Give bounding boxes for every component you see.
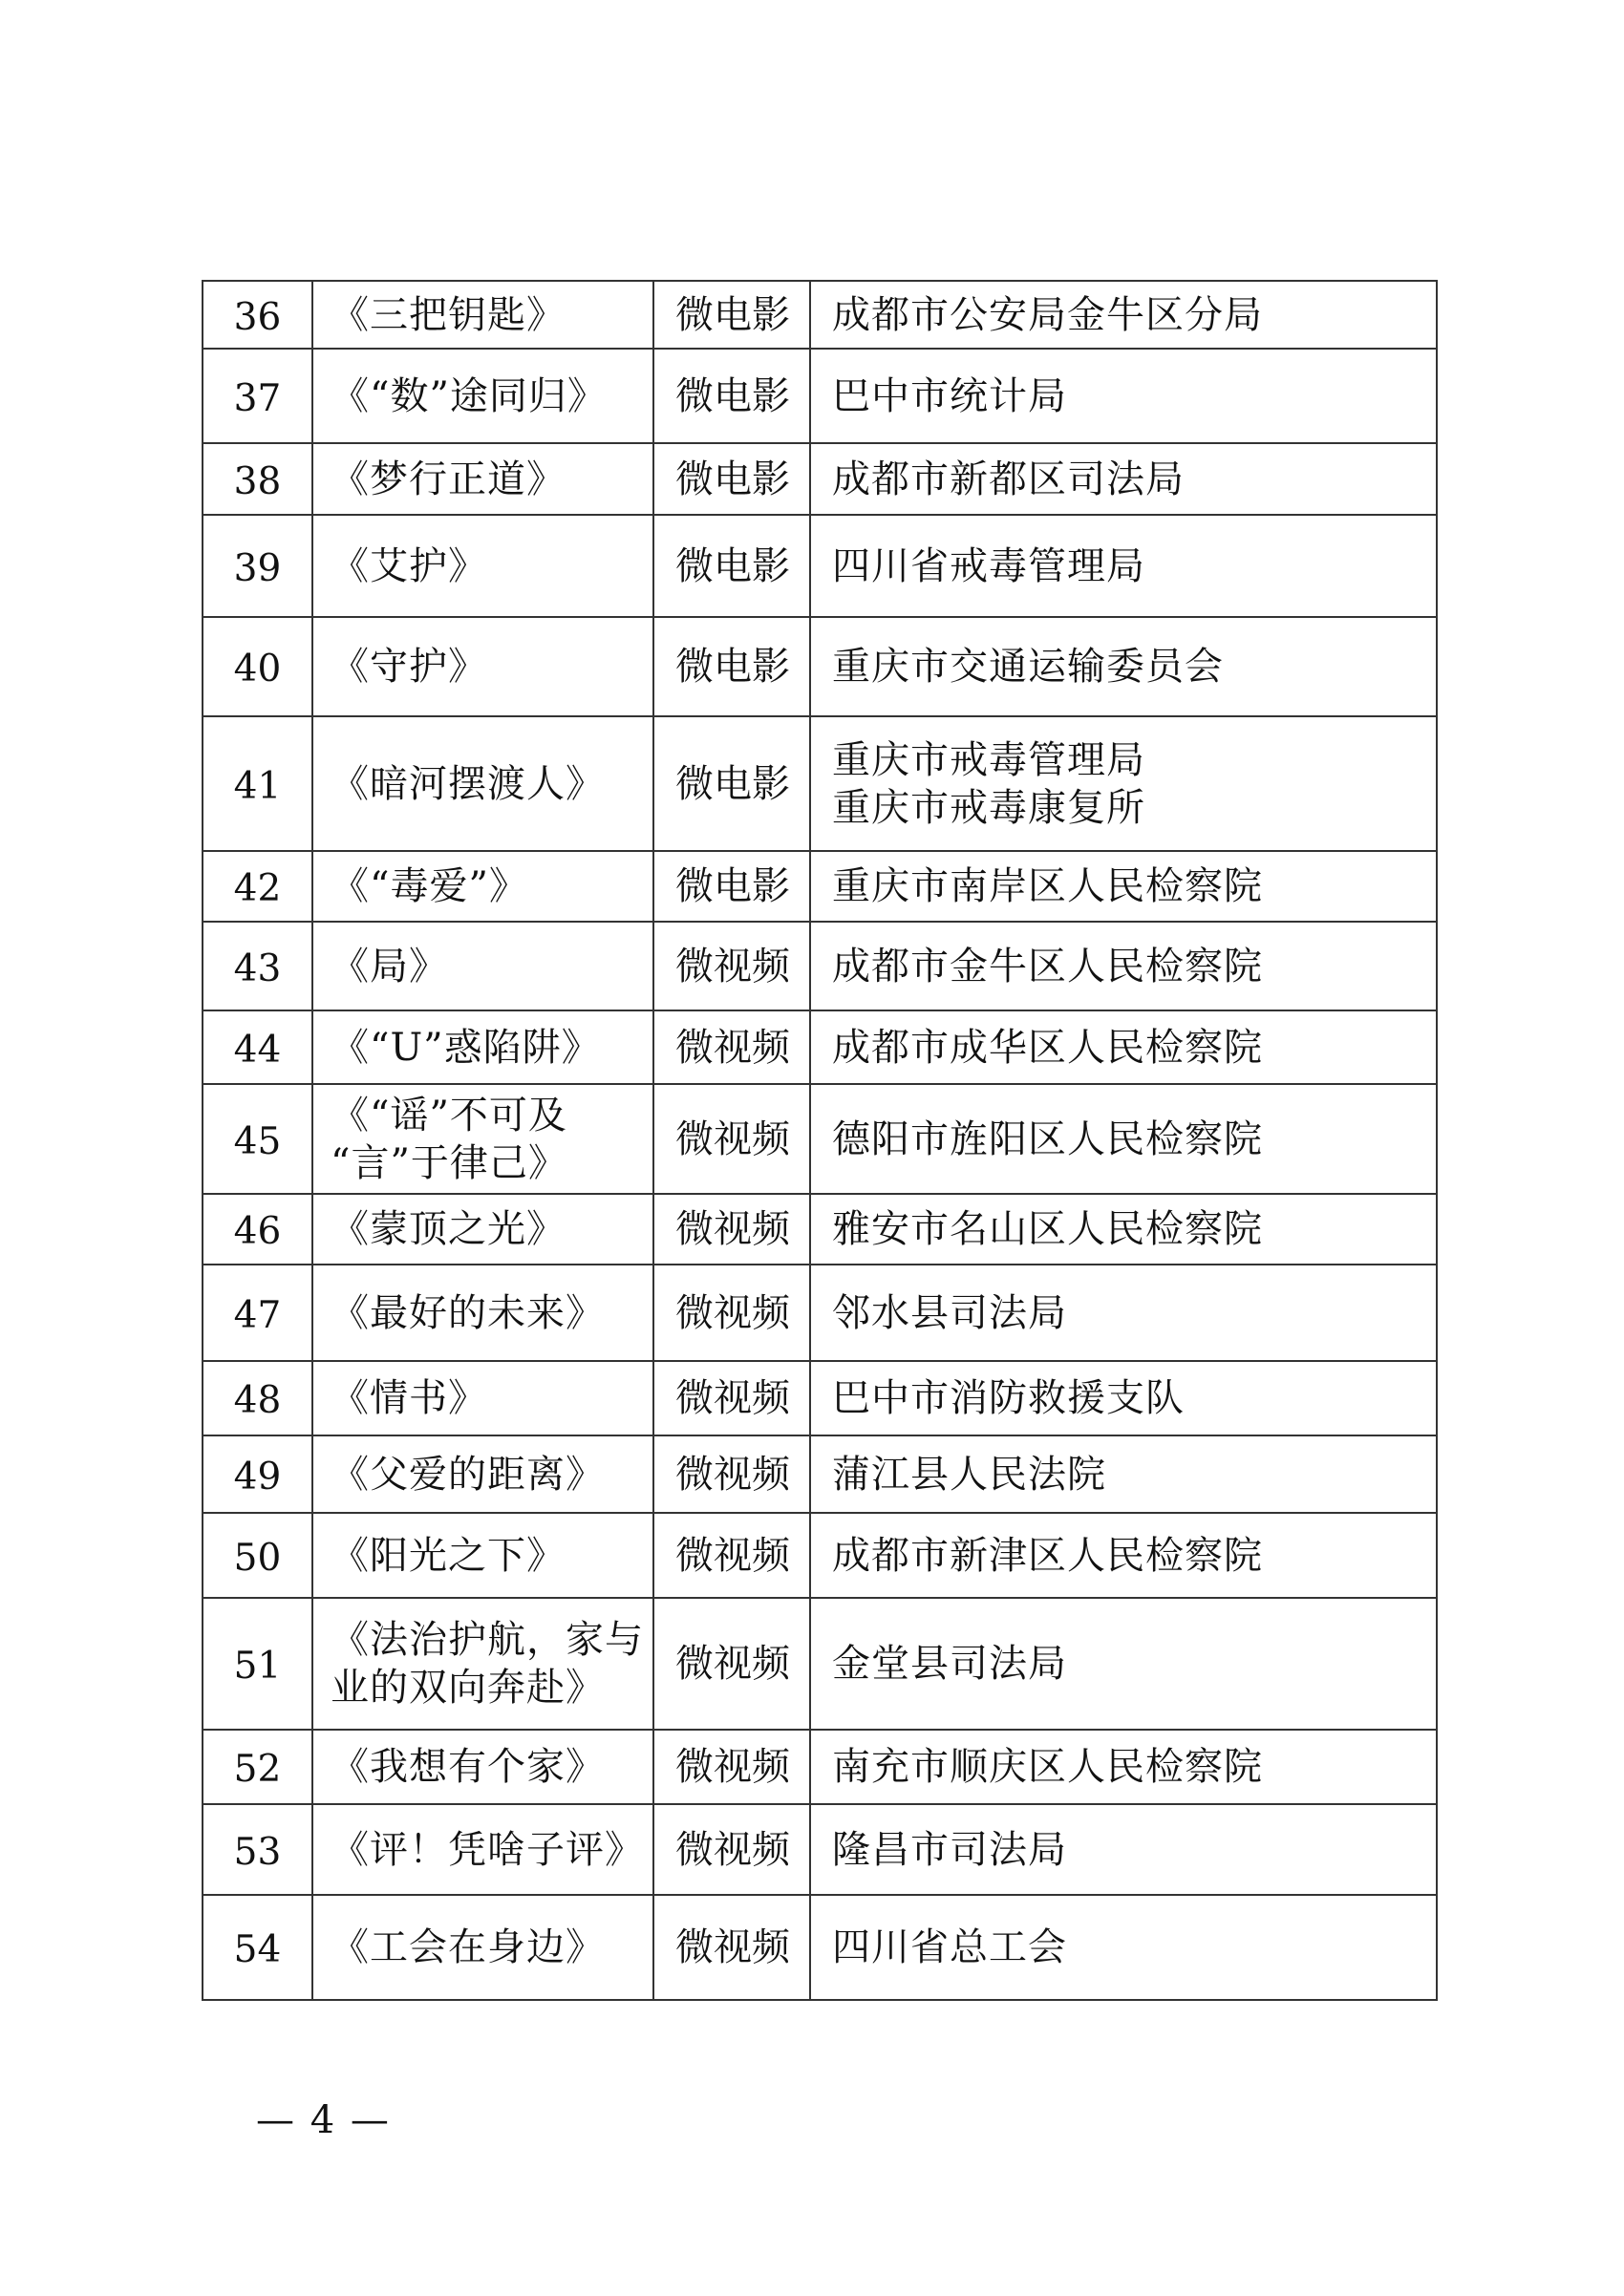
table-row bbox=[203, 1084, 1437, 1194]
organization-line: 德阳市旌阳区人民检察院 bbox=[832, 1116, 1263, 1161]
work-title-line: 《父爱的距离》 bbox=[331, 1452, 605, 1497]
organization-line: 重庆市南岸区人民检察院 bbox=[832, 864, 1263, 908]
table-row bbox=[203, 281, 1437, 349]
organization-line: 成都市公安局金牛区分局 bbox=[832, 292, 1263, 337]
work-title-line: “言”于律己》 bbox=[331, 1140, 567, 1185]
work-type: 微视频 bbox=[653, 1194, 810, 1265]
organization-line: 四川省戒毒管理局 bbox=[832, 543, 1145, 588]
organization-line: 雅安市名山区人民检察院 bbox=[832, 1207, 1263, 1251]
submitting-organization bbox=[810, 851, 1437, 922]
work-title-line: 《暗河摆渡人》 bbox=[331, 761, 605, 806]
submitting-organization bbox=[810, 1010, 1437, 1084]
submitting-organization bbox=[810, 1435, 1437, 1513]
row-number: 49 bbox=[203, 1435, 312, 1513]
organization-line: 隆昌市司法局 bbox=[832, 1827, 1067, 1872]
table-row bbox=[203, 617, 1437, 716]
row-number: 52 bbox=[203, 1730, 312, 1804]
table-row bbox=[203, 716, 1437, 851]
organization-line: 成都市新都区司法局 bbox=[832, 457, 1185, 501]
row-number: 46 bbox=[203, 1194, 312, 1265]
work-type: 微电影 bbox=[653, 349, 810, 443]
work-type: 微视频 bbox=[653, 922, 810, 1010]
work-title bbox=[312, 851, 653, 922]
row-number: 47 bbox=[203, 1265, 312, 1361]
work-type: 微电影 bbox=[653, 443, 810, 515]
submitting-organization bbox=[810, 281, 1437, 349]
work-type: 微视频 bbox=[653, 1513, 810, 1598]
submitting-organization bbox=[810, 515, 1437, 617]
row-number: 39 bbox=[203, 515, 312, 617]
work-title bbox=[312, 1361, 653, 1435]
submitting-organization bbox=[810, 1194, 1437, 1265]
work-title bbox=[312, 1435, 653, 1513]
row-number: 44 bbox=[203, 1010, 312, 1084]
submitting-organization bbox=[810, 1361, 1437, 1435]
organization-line: 巴中市消防救援支队 bbox=[832, 1376, 1185, 1420]
work-title-line: 《工会在身边》 bbox=[331, 1925, 605, 1969]
row-number: 53 bbox=[203, 1804, 312, 1895]
table-row bbox=[203, 1598, 1437, 1730]
work-title-line: 《阳光之下》 bbox=[331, 1533, 566, 1578]
row-number: 48 bbox=[203, 1361, 312, 1435]
table-row bbox=[203, 443, 1437, 515]
submitting-organization bbox=[810, 443, 1437, 515]
submitting-organization bbox=[810, 349, 1437, 443]
row-number: 36 bbox=[203, 281, 312, 349]
work-title-line: 《最好的未来》 bbox=[331, 1290, 605, 1335]
organization-line: 四川省总工会 bbox=[832, 1925, 1067, 1969]
work-title bbox=[312, 1194, 653, 1265]
work-title bbox=[312, 443, 653, 515]
work-title bbox=[312, 617, 653, 716]
row-number: 45 bbox=[203, 1084, 312, 1194]
organization-line: 南充市顺庆区人民检察院 bbox=[832, 1745, 1263, 1789]
row-number: 37 bbox=[203, 349, 312, 443]
work-type: 微视频 bbox=[653, 1895, 810, 2000]
row-number: 43 bbox=[203, 922, 312, 1010]
work-title bbox=[312, 922, 653, 1010]
awards-table bbox=[202, 280, 1438, 2001]
organization-line: 重庆市戒毒管理局 bbox=[832, 737, 1145, 782]
submitting-organization bbox=[810, 716, 1437, 851]
work-type: 微电影 bbox=[653, 515, 810, 617]
work-type: 微视频 bbox=[653, 1010, 810, 1084]
work-title-line: 《我想有个家》 bbox=[331, 1745, 605, 1789]
submitting-organization bbox=[810, 1804, 1437, 1895]
work-title bbox=[312, 1804, 653, 1895]
organization-line: 巴中市统计局 bbox=[832, 373, 1067, 418]
work-title-line: 《情书》 bbox=[331, 1376, 487, 1420]
organization-line: 成都市新津区人民检察院 bbox=[832, 1533, 1263, 1578]
work-title-line: 《艾护》 bbox=[331, 543, 487, 588]
organization-line: 重庆市戒毒康复所 bbox=[832, 785, 1145, 830]
work-title-line: 《守护》 bbox=[331, 645, 487, 689]
work-title-line: 《法治护航，家与 bbox=[331, 1618, 644, 1662]
organization-line: 成都市金牛区人民检察院 bbox=[832, 944, 1263, 989]
work-title bbox=[312, 349, 653, 443]
work-title bbox=[312, 716, 653, 851]
submitting-organization bbox=[810, 1513, 1437, 1598]
table-row bbox=[203, 1265, 1437, 1361]
row-number: 41 bbox=[203, 716, 312, 851]
work-title-line: 业的双向奔赴》 bbox=[331, 1666, 605, 1710]
row-number: 42 bbox=[203, 851, 312, 922]
table-row bbox=[203, 1194, 1437, 1265]
work-type: 微视频 bbox=[653, 1361, 810, 1435]
row-number: 51 bbox=[203, 1598, 312, 1730]
work-type: 微电影 bbox=[653, 716, 810, 851]
table-row bbox=[203, 1010, 1437, 1084]
work-title bbox=[312, 1084, 653, 1194]
table-row bbox=[203, 1513, 1437, 1598]
organization-line: 重庆市交通运输委员会 bbox=[832, 645, 1224, 689]
work-type: 微视频 bbox=[653, 1084, 810, 1194]
work-title bbox=[312, 1513, 653, 1598]
work-title-line: 《“毒爱”》 bbox=[331, 864, 528, 908]
work-title-line: 《局》 bbox=[331, 944, 448, 989]
work-title bbox=[312, 1265, 653, 1361]
submitting-organization bbox=[810, 617, 1437, 716]
table-body bbox=[203, 281, 1437, 2000]
organization-line: 成都市成华区人民检察院 bbox=[832, 1025, 1263, 1070]
table-row bbox=[203, 1730, 1437, 1804]
work-title bbox=[312, 1730, 653, 1804]
table-row bbox=[203, 1804, 1437, 1895]
work-type: 微视频 bbox=[653, 1804, 810, 1895]
row-number: 38 bbox=[203, 443, 312, 515]
work-title bbox=[312, 1010, 653, 1084]
submitting-organization bbox=[810, 1895, 1437, 2000]
row-number: 40 bbox=[203, 617, 312, 716]
table-row bbox=[203, 515, 1437, 617]
organization-line: 金堂县司法局 bbox=[832, 1642, 1067, 1686]
row-number: 54 bbox=[203, 1895, 312, 2000]
submitting-organization bbox=[810, 1084, 1437, 1194]
work-title bbox=[312, 281, 653, 349]
table-row bbox=[203, 851, 1437, 922]
work-title bbox=[312, 1895, 653, 2000]
work-title-line: 《三把钥匙》 bbox=[331, 292, 566, 337]
work-title bbox=[312, 515, 653, 617]
organization-line: 蒲江县人民法院 bbox=[832, 1452, 1106, 1497]
table-row bbox=[203, 349, 1437, 443]
table-row bbox=[203, 1361, 1437, 1435]
work-title-line: 《评！凭啥子评》 bbox=[331, 1827, 644, 1872]
work-title-line: 《“U”惑陷阱》 bbox=[331, 1025, 601, 1070]
work-type: 微视频 bbox=[653, 1598, 810, 1730]
submitting-organization bbox=[810, 922, 1437, 1010]
submitting-organization bbox=[810, 1730, 1437, 1804]
table-row bbox=[203, 1435, 1437, 1513]
work-type: 微视频 bbox=[653, 1730, 810, 1804]
row-number: 50 bbox=[203, 1513, 312, 1598]
page-number: — 4 — bbox=[256, 2098, 391, 2142]
work-type: 微视频 bbox=[653, 1435, 810, 1513]
work-title-line: 《梦行正道》 bbox=[331, 457, 566, 501]
work-type: 微视频 bbox=[653, 1265, 810, 1361]
organization-line: 邻水县司法局 bbox=[832, 1290, 1067, 1335]
work-title-line: 《蒙顶之光》 bbox=[331, 1207, 566, 1251]
submitting-organization bbox=[810, 1598, 1437, 1730]
work-title bbox=[312, 1598, 653, 1730]
work-type: 微电影 bbox=[653, 281, 810, 349]
table-row bbox=[203, 922, 1437, 1010]
work-type: 微电影 bbox=[653, 851, 810, 922]
work-type: 微电影 bbox=[653, 617, 810, 716]
submitting-organization bbox=[810, 1265, 1437, 1361]
table-row bbox=[203, 1895, 1437, 2000]
work-title-line: 《“数”途同归》 bbox=[331, 373, 607, 418]
work-title-line: 《“谣”不可及 bbox=[331, 1093, 567, 1137]
